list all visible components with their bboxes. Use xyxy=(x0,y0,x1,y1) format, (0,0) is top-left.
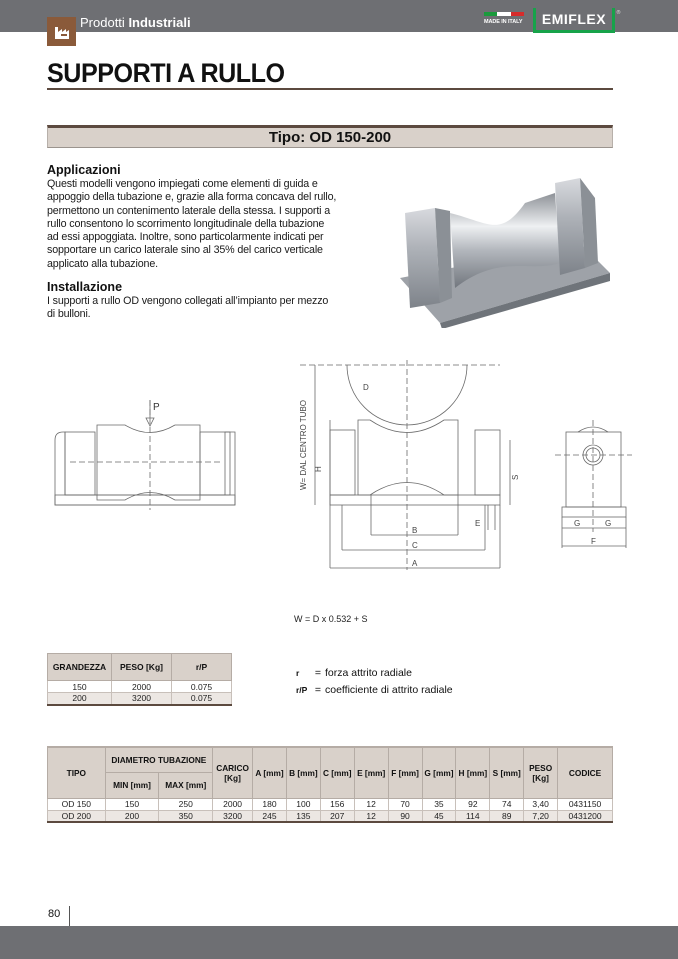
legend-equals: = xyxy=(314,683,322,696)
cell: 89 xyxy=(490,810,524,822)
spec-table xyxy=(47,746,613,823)
g-label-left: G xyxy=(574,519,581,528)
section-label xyxy=(80,15,191,30)
legend-item xyxy=(296,681,453,698)
page-title: SUPPORTI A RULLO xyxy=(47,58,285,88)
spec-table-header xyxy=(48,747,613,772)
cell: 200 xyxy=(48,693,112,705)
col-diametro: DIAMETRO TUBAZIONE xyxy=(105,747,212,772)
w-label: W= DAL CENTRO TUBO xyxy=(299,399,308,490)
description-column xyxy=(47,163,337,322)
s-label: S xyxy=(511,474,520,480)
registered-mark: ® xyxy=(616,10,621,16)
cell: 100 xyxy=(286,798,320,810)
table-row xyxy=(48,810,613,822)
table-row xyxy=(48,681,232,693)
friction-table xyxy=(47,653,232,706)
cell: 245 xyxy=(253,810,287,822)
made-in-italy-badge xyxy=(484,12,528,30)
installazione-heading: Installazione xyxy=(47,280,123,295)
col-max: MAX [mm] xyxy=(159,772,213,798)
friction-legend xyxy=(296,664,453,698)
legend-symbol: r/P xyxy=(296,684,308,695)
col-h: H [mm] xyxy=(456,747,490,798)
factory-icon xyxy=(47,17,76,46)
cell: OD 150 xyxy=(48,798,106,810)
cell: 250 xyxy=(159,798,213,810)
cell: 200 xyxy=(105,810,159,822)
cell: 70 xyxy=(388,798,422,810)
col-e: E [mm] xyxy=(354,747,388,798)
col-grandezza: GRANDEZZA xyxy=(48,654,112,681)
footer-bar xyxy=(0,926,678,959)
col-g: G [mm] xyxy=(422,747,456,798)
italian-flag-icon xyxy=(484,12,524,16)
product-photo xyxy=(380,163,610,328)
cell: 156 xyxy=(320,798,354,810)
brand-name: EMIFLEX xyxy=(541,11,607,27)
table-row xyxy=(48,798,613,810)
brand-logo xyxy=(533,8,615,33)
applicazioni-heading: Applicazioni xyxy=(47,163,121,177)
table-row xyxy=(48,693,232,705)
f-label: F xyxy=(591,537,596,546)
cell: OD 200 xyxy=(48,810,106,822)
cell: 2000 xyxy=(112,681,172,693)
col-rp: r/P xyxy=(172,654,232,681)
col-s: S [mm] xyxy=(490,747,524,798)
legend-text: coefficiente di attrito radiale xyxy=(325,683,453,696)
cell: 74 xyxy=(490,798,524,810)
col-a: A [mm] xyxy=(253,747,287,798)
title-divider xyxy=(47,88,613,90)
d-label: D xyxy=(363,383,369,392)
cell: 3200 xyxy=(112,693,172,705)
col-peso: PESO [Kg] xyxy=(524,747,558,798)
section-name: Industriali xyxy=(128,15,191,30)
h-label: H xyxy=(314,466,323,472)
technical-drawing xyxy=(40,360,640,590)
cell: 0431150 xyxy=(558,798,613,810)
installazione-text: I supporti a rullo OD vengono collegati all’impianto per mezzo di bulloni. xyxy=(47,295,329,321)
cell: 7,20 xyxy=(524,810,558,822)
legend-symbol: r xyxy=(296,667,300,678)
cell: 135 xyxy=(286,810,320,822)
cell: 0.075 xyxy=(172,693,232,705)
col-f: F [mm] xyxy=(388,747,422,798)
cell: 3,40 xyxy=(524,798,558,810)
load-label: P xyxy=(153,402,160,413)
cell: 35 xyxy=(422,798,456,810)
legend-text: forza attrito radiale xyxy=(325,666,412,679)
cell: 3200 xyxy=(213,810,253,822)
friction-table-header xyxy=(48,654,232,681)
front-view xyxy=(55,400,235,510)
b-label: B xyxy=(412,526,418,535)
cell: 207 xyxy=(320,810,354,822)
col-min: MIN [mm] xyxy=(105,772,159,798)
cell: 150 xyxy=(48,681,112,693)
section-prefix: Prodotti xyxy=(80,15,125,30)
cell: 114 xyxy=(456,810,490,822)
cell: 2000 xyxy=(213,798,253,810)
page-number-divider xyxy=(69,906,70,926)
type-banner: Tipo: OD 150-200 xyxy=(47,125,613,148)
col-carico: CARICO [Kg] xyxy=(213,747,253,798)
cell: 92 xyxy=(456,798,490,810)
cell: 12 xyxy=(354,810,388,822)
applicazioni-text: Questi modelli vengono impiegati come elementi di guida e appoggio della tubazione e, grazie alla forma concava del rullo, permettono un contenimento laterale della stessa. I supporti a rullo consentono lo scorrimento longitudinale della tubazione ad essi appoggiata. Inoltre, sono particolarmente indicati per sopportare un carico laterale sino al 35% del carico verticale applicato alla tubazione. xyxy=(47,178,337,270)
e-label: E xyxy=(475,519,481,528)
a-label: A xyxy=(412,559,418,568)
g-label-right: G xyxy=(605,519,612,528)
cell: 0.075 xyxy=(172,681,232,693)
col-b: B [mm] xyxy=(286,747,320,798)
cell: 0431200 xyxy=(558,810,613,822)
page-number: 80 xyxy=(48,908,61,920)
cell: 90 xyxy=(388,810,422,822)
cell: 350 xyxy=(159,810,213,822)
c-label: C xyxy=(412,541,418,550)
col-c: C [mm] xyxy=(320,747,354,798)
cell: 12 xyxy=(354,798,388,810)
made-in-text: MADE IN ITALY xyxy=(484,19,523,25)
w-formula: W = D x 0.532 + S xyxy=(294,614,368,624)
col-peso: PESO [Kg] xyxy=(112,654,172,681)
cell: 150 xyxy=(105,798,159,810)
end-view xyxy=(555,420,632,548)
col-tipo: TIPO xyxy=(48,747,106,798)
legend-equals: = xyxy=(314,666,322,679)
cell: 180 xyxy=(253,798,287,810)
legend-item xyxy=(296,664,453,681)
cell: 45 xyxy=(422,810,456,822)
col-codice: CODICE xyxy=(558,747,613,798)
side-view xyxy=(299,360,520,570)
